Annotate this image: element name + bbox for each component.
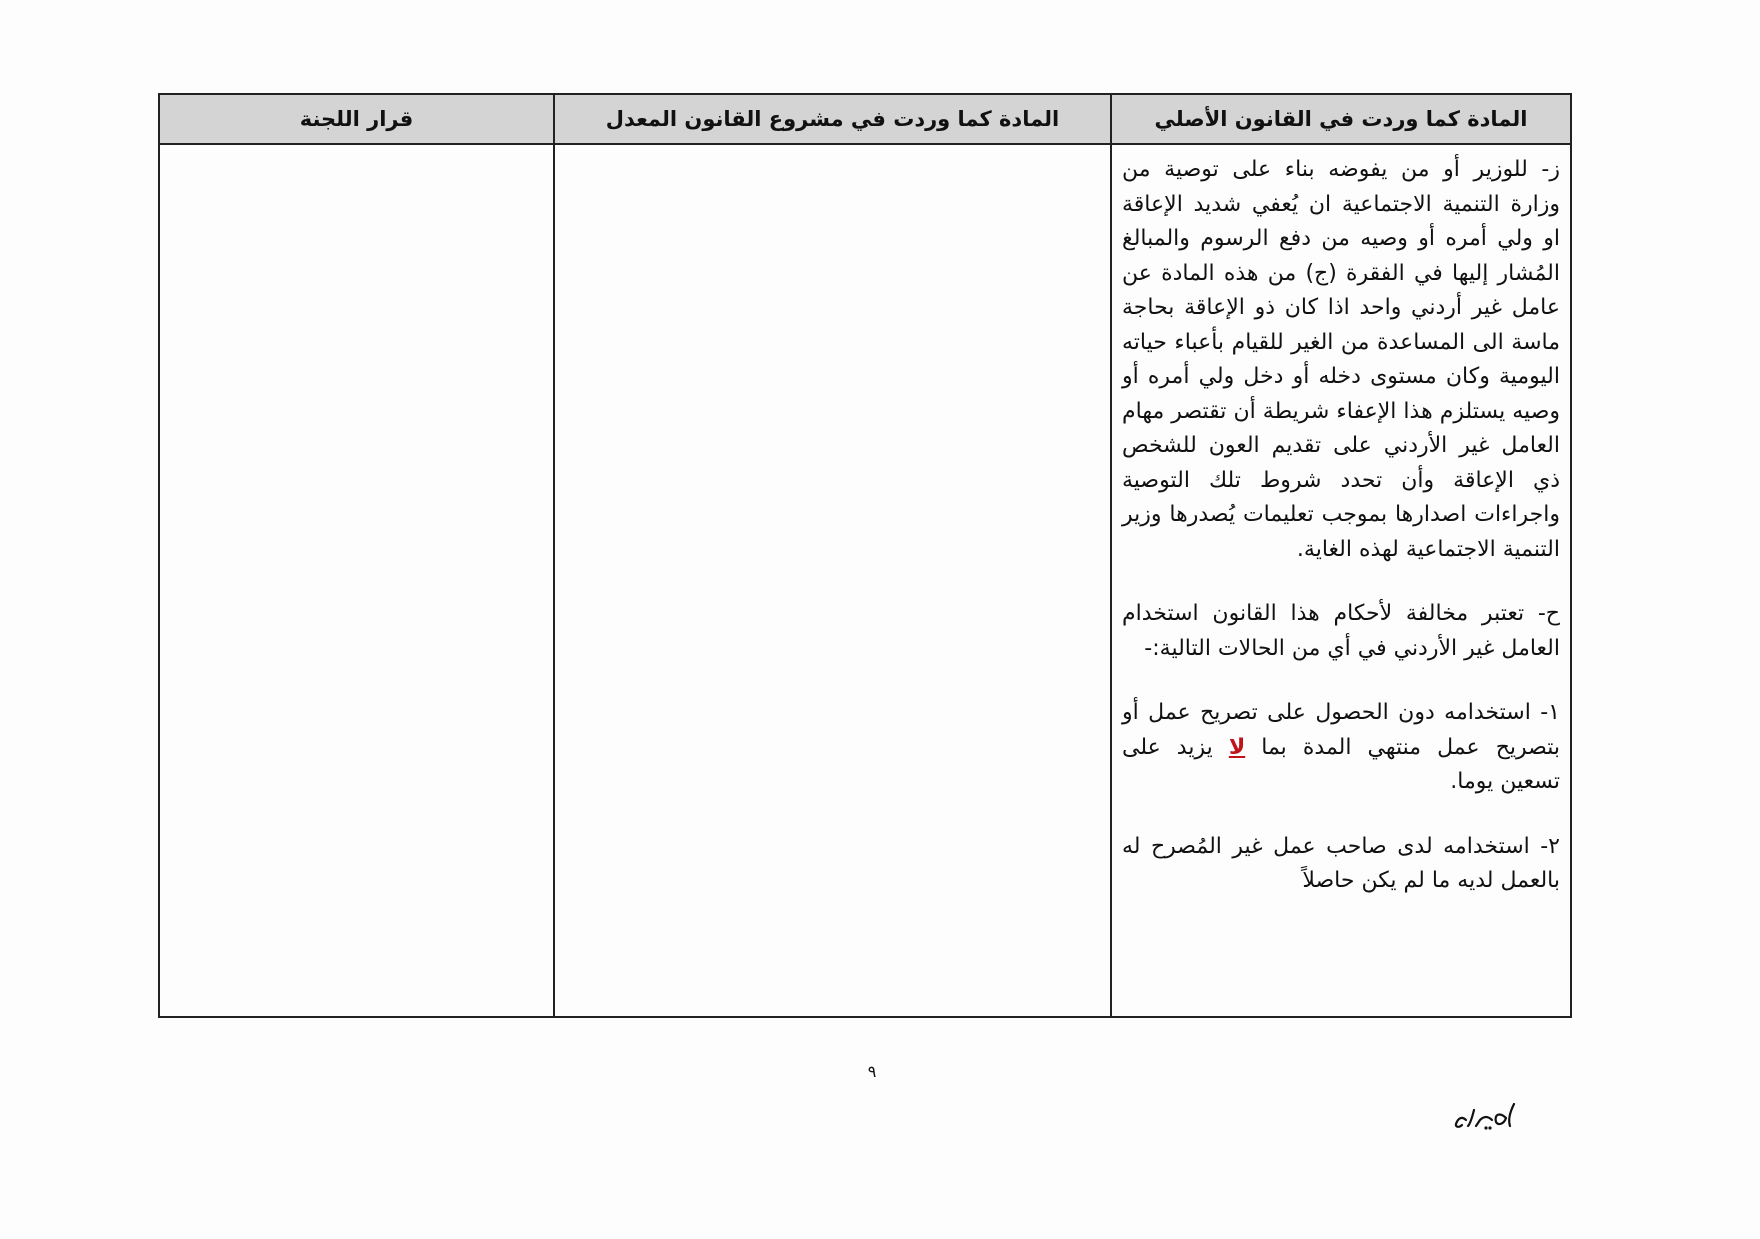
header-committee-decision: قرار اللجنة: [159, 94, 554, 144]
list-item-2: ٢- استخدامه لدى صاحب عمل غير المُصرح له بالعمل لديه ما لم يكن حاصلاً: [1122, 833, 1560, 893]
original-law-cell: [1111, 144, 1571, 1017]
header-amended-law: المادة كما وردت في مشروع القانون المعدل: [554, 94, 1111, 144]
paragraph-z: ز- للوزير أو من يفوضه بناء على توصية من وزارة التنمية الاجتماعية ان يُعفي شديد الإعاقة او ولي أمره أو وصيه من دفع الرسوم والمبالغ المُشار إليها في الفقرة (ج) من هذه المادة عن عامل غير أردني واحد اذا كان ذو الإعاقة بحاجة ماسة الى المساعدة من الغير للقيام بأعباء حياته اليومية وكان مستوى دخله أو دخل ولي أمره أو وصيه يستلزم هذا الإعفاء شريطة أن تقتصر مهام العامل غير الأردني على تقديم العون للشخص ذي الإعاقة وأن تحدد شروط تلك التوصية واجراءات اصدارها بموجب تعليمات يُصدرها وزير التنمية الاجتماعية لهذه الغاية.: [1122, 157, 1560, 562]
highlighted-word: لا: [1228, 734, 1246, 760]
table-header-row: [159, 94, 1571, 144]
amended-law-cell: [554, 144, 1111, 1017]
list-item-1-text-end: يزيد على تسعين يوما.: [1122, 734, 1560, 794]
committee-decision-cell: [159, 144, 554, 1017]
list-item-1: [1122, 696, 1560, 800]
header-original-law: المادة كما وردت في القانون الأصلي: [1111, 94, 1571, 144]
page-number: ٩: [867, 1062, 877, 1081]
paragraph-h: ح- تعتبر مخالفة لأحكام هذا القانون استخدام العامل غير الأردني في أي من الحالات التالية:-: [1122, 601, 1560, 661]
list-item-1-text-start: ١- استخدامه دون الحصول على تصريح عمل أو بتصريح عمل منتهي المدة بما: [1122, 700, 1561, 760]
table-row: [159, 144, 1571, 1017]
handwritten-signature: [1450, 1098, 1520, 1132]
comparison-table: [158, 93, 1572, 1018]
